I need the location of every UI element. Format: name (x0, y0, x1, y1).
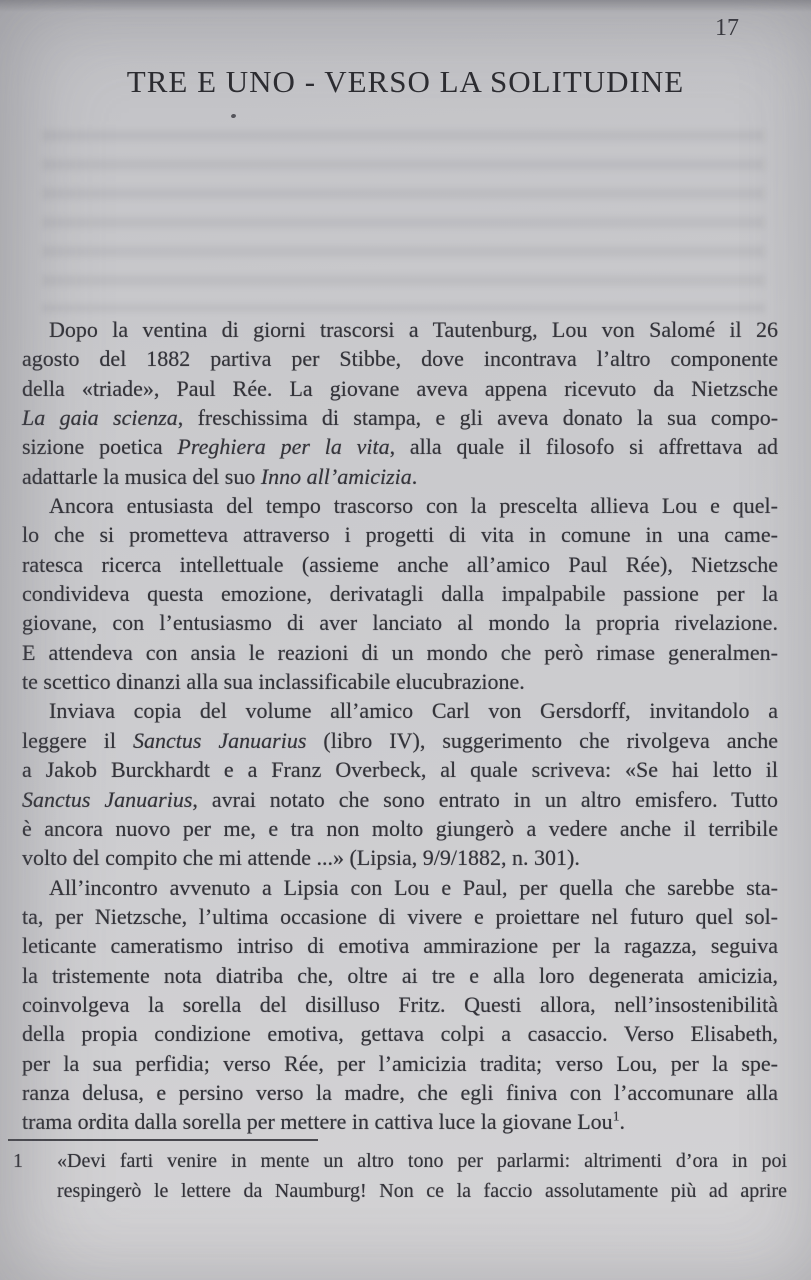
text-line: Inviava copia del volume all’amico Carl von Gersdorff, invitandolo a (49, 698, 778, 724)
text-line: la tristemente nota diatriba che, oltre ai tre e alla loro degenerata amicizia, (22, 962, 779, 988)
text-line: Ancora entusiasta del tempo trascorso con la prescelta allieva Lou e quel- (49, 493, 778, 519)
text-line: per la sua perfidia; verso Rée, per l’amicizia tradita; verso Lou, per la spe- (22, 1050, 779, 1076)
text-line: leticante cameratismo intriso di emotiva ammirazione per la ragazza, seguiva (22, 933, 779, 959)
footnote (13, 1146, 787, 1206)
text-line: è ancora nuovo per me, e tra non molto giungerò a vedere anche il terribile (22, 815, 779, 841)
text-line: Dopo la ventina di giorni trascorsi a Tautenburg, Lou von Salomé il 26 (49, 317, 779, 342)
body-text (22, 315, 778, 1137)
text-line: volto del compito che mi attende ...» (Lipsia, 9/9/1882, n. 301). (22, 845, 580, 871)
text-line: te scettico dinanzi alla sua inclassificabile elucubrazione. (22, 669, 525, 695)
text-line: trama ordita dalla sorella per mettere in cattiva luce la giovane Lou$^1$. (22, 1108, 625, 1135)
text-line: All’incontro avvenuto a Lipsia con Lou e Paul, per quella che sarebbe sta- (49, 874, 779, 900)
text-line: sizione poetica Preghiera per la vita, alla quale il filosofo si affrettava ad (22, 434, 779, 460)
ink-speck (231, 114, 237, 119)
footnote-rule (8, 1139, 318, 1141)
text-line: lo che si prometteva attraverso i progetti di vita in comune in una came- (22, 522, 778, 548)
text-line: giovane, con l’entusiasmo di aver lanciato al mondo la propria rivelazione. (22, 610, 778, 636)
text-line: respingerò le lettere da Naumburg! Non ce la faccio assolutamente più ad aprire (57, 1180, 787, 1202)
text-line: E attendeva con ansia le reazioni di un mondo che però rimase generalmen- (22, 639, 778, 665)
text-line: Sanctus Januarius, avrai notato che sono entrato in un altro emisfero. Tutto (22, 786, 779, 812)
showthrough-ghost-text (42, 130, 765, 312)
footnote-marker: 1 (13, 1150, 23, 1172)
scan-edge-shadow (0, 0, 811, 12)
text-line: adattarle la musica del suo Inno all’amicizia. (22, 463, 418, 489)
text-line: coinvolgeva la sorella del disilluso Fritz. Questi allora, nell’insostenibilità (22, 991, 779, 1017)
text-line: leggere il Sanctus Januarius (libro IV), suggerimento che rivolgeva anche (22, 727, 778, 753)
text-line: ta, per Nietzsche, l’ultima occasione di vivere e proiettare nel futuro quel sol- (22, 903, 779, 929)
text-line: ranza delusa, e persino verso la madre, che egli finiva con l’accomunare alla (22, 1079, 779, 1105)
text-line: della «triade», Paul Rée. La giovane aveva appena ricevuto da Nietzsche (22, 375, 778, 401)
page-number: 17 (715, 15, 739, 41)
text-line: «Devi farti venire in mente un altro tono per parlarmi: altrimenti d’ora in poi (57, 1150, 788, 1172)
footnote-lines (57, 1146, 787, 1206)
chapter-title: TRE E UNO - VERSO LA SOLITUDINE (126, 64, 685, 99)
text-line: a Jakob Burckhardt e a Franz Overbeck, al quale scriveva: «Se hai letto il (22, 757, 779, 783)
text-line: condivideva questa emozione, derivatagli dalla impalpabile passione per la (22, 581, 779, 607)
text-line: ratesca ricerca intellettuale (assieme anche all’amico Paul Rée), Nietzsche (22, 551, 778, 577)
text-line: della propia condizione emotiva, gettava colpi a casaccio. Verso Elisabeth, (22, 1021, 779, 1047)
text-line: agosto del 1882 partiva per Stibbe, dove incontrava l’altro componente (22, 346, 779, 372)
text-line: La gaia scienza, freschissima di stampa, e gli aveva donato la sua compo- (22, 405, 779, 431)
